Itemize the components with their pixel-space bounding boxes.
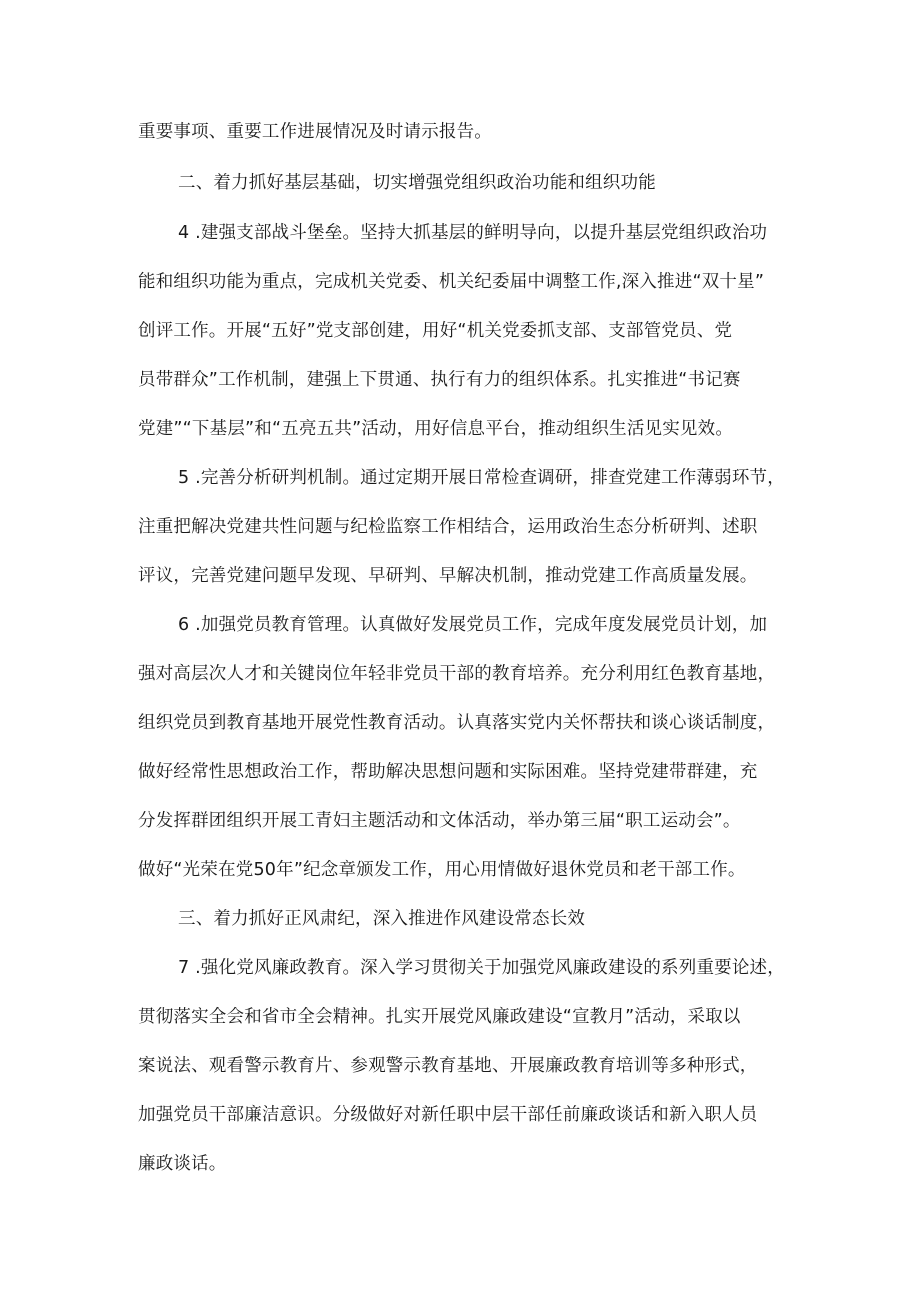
item-5-line-2: 注重把解决党建共性问题与纪检监察工作相结合，运用政治生态分析研判、述职 bbox=[138, 517, 758, 537]
item-5-line-3: 评议，完善党建问题早发现、早研判、早解决机制，推动党建工作高质量发展。 bbox=[138, 566, 758, 586]
item-4-line-4: 员带群众”工作机制，建强上下贯通、执行有力的组织体系。扎实推进“书记赛 bbox=[138, 370, 741, 390]
item-7-line-2: 贯彻落实全会和省市全会精神。扎实开展党风廉政建设“宣教月”活动，采取以 bbox=[138, 1007, 741, 1027]
item-4-line-1: 4 .建强支部战斗堡垒。坚持大抓基层的鲜明导向，以提升基层党组织政治功 bbox=[178, 223, 768, 243]
item-6-line-1: 6 .加强党员教育管理。认真做好发展党员工作，完成年度发展党员计划，加 bbox=[178, 615, 768, 635]
section-heading-3: 三、着力抓好正风肃纪，深入推进作风建设常态长效 bbox=[178, 909, 586, 929]
item-4-line-3: 创评工作。开展“五好”党支部创建，用好“机关党委抓支部、支部管党员、党 bbox=[138, 321, 733, 341]
item-4-line-2: 能和组织功能为重点，完成机关党委、机关纪委届中调整工作,深入推进“双十星” bbox=[138, 272, 765, 292]
item-6-line-2: 强对高层次人才和关键岗位年轻非党员干部的教育培养。充分利用红色教育基地， bbox=[138, 664, 776, 684]
item-7-line-3: 案说法、观看警示教育片、参观警示教育基地、开展廉政教育培训等多种形式， bbox=[138, 1056, 758, 1076]
item-6-line-4: 做好经常性思想政治工作，帮助解决思想问题和实际困难。坚持党建带群建，充 bbox=[138, 762, 758, 782]
item-5-line-1: 5 .完善分析研判机制。通过定期开展日常检查调研，排查党建工作薄弱环节， bbox=[178, 468, 785, 488]
item-6-line-3: 组织党员到教育基地开展党性教育活动。认真落实党内关怀帮扶和谈心谈话制度， bbox=[138, 713, 776, 733]
item-4-line-5: 党建”“下基层”和“五亮五共”活动，用好信息平台，推动组织生活见实见效。 bbox=[138, 419, 734, 439]
item-7-line-4: 加强党员干部廉洁意识。分级做好对新任职中层干部任前廉政谈话和新入职人员 bbox=[138, 1105, 758, 1125]
item-7-line-5: 廉政谈话。 bbox=[138, 1154, 227, 1174]
text-line-1: 重要事项、重要工作进展情况及时请示报告。 bbox=[138, 122, 492, 142]
item-7-line-1: 7 .强化党风廉政教育。深入学习贯彻关于加强党风廉政建设的系列重要论述， bbox=[178, 958, 785, 978]
item-6-line-5: 分发挥群团组织开展工青妇主题活动和文体活动，举办第三届“职工运动会”。 bbox=[138, 811, 741, 831]
item-6-line-6: 做好“光荣在党50年”纪念章颁发工作，用心用情做好退休党员和老干部工作。 bbox=[138, 860, 746, 880]
section-heading-2: 二、着力抓好基层基础，切实增强党组织政治功能和组织功能 bbox=[178, 173, 656, 193]
